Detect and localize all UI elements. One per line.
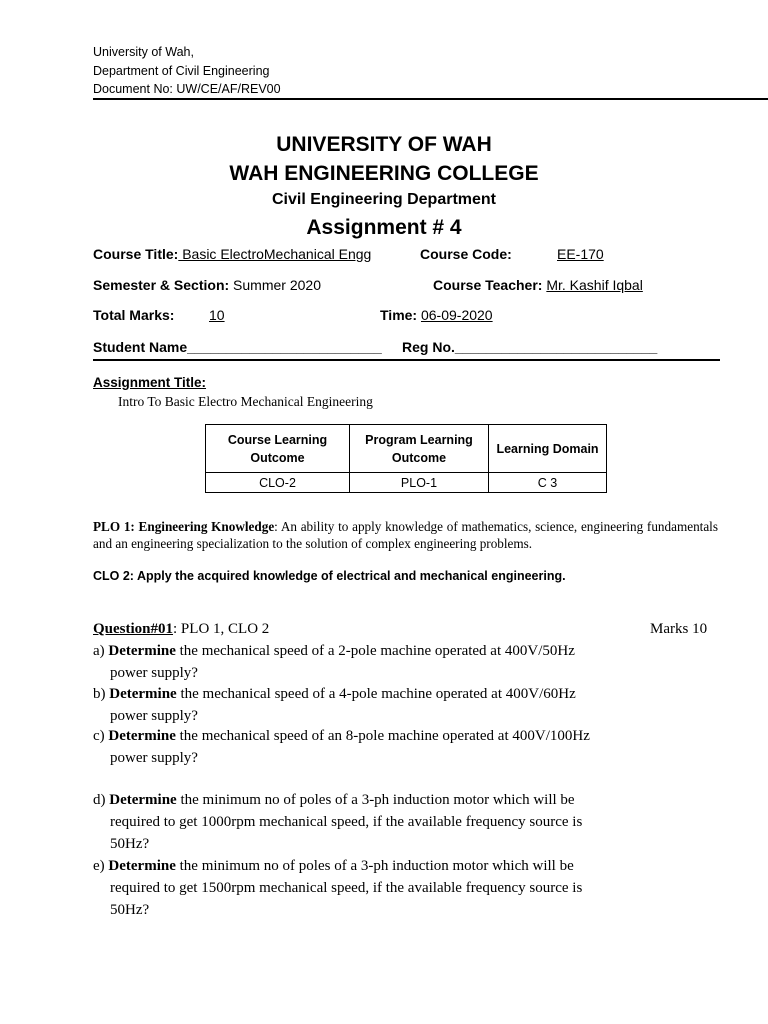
question-item-c [93,725,693,769]
time-value: 06-09-2020 [420,307,493,323]
item-verb: Determine [108,643,176,659]
header-divider [93,98,768,100]
semester-value: Summer 2020 [229,277,321,293]
outcomes-table-header-row [206,425,607,473]
plo-description [93,518,718,552]
outcomes-table-row [206,473,607,493]
clo-label: CLO 2: Apply the [93,569,194,583]
course-code-value: EE-170 [557,246,604,262]
item-text: the minimum no of poles of a 3-ph induction motor which will be [176,792,575,808]
total-marks-value-wrap [209,307,225,323]
item-text-continued: required to get 1500rpm mechanical speed, if the available frequency source is [110,880,583,896]
cell-clo: CLO-2 [206,473,350,493]
item-text-continued: required to get 1000rpm mechanical speed, if the available frequency source is [110,814,583,830]
item-prefix: b) [93,686,110,702]
semester-field [93,277,321,293]
item-verb: Determine [109,686,177,702]
header-document-no: Document No: UW/CE/AF/REV00 [93,82,281,96]
item-text: the mechanical speed of an 8-pole machine operated at 400V/100Hz [175,728,590,744]
total-marks-label-wrap [93,307,174,323]
question-heading [93,621,269,638]
clo-description [93,569,566,583]
item-verb: Determine [108,728,176,744]
cell-domain: C 3 [489,473,607,493]
item-text: the mechanical speed of a 4-pole machine operated at 400V/60Hz [176,686,576,702]
header-course-learning-outcome: Course Learning Outcome [206,425,350,473]
question-label: Question#01 [93,621,174,637]
question-item-b [93,683,693,727]
course-title-field [93,246,371,262]
info-divider [93,359,720,361]
item-text: the mechanical speed of a 2-pole machine operated at 400V/50Hz [175,643,575,659]
plo-label: PLO 1: Engineering Knowledge [93,519,275,534]
plo-text: : An ability to apply knowledge of mathematics, science, engineering fundamentals and an engineering specialization to the solution of complex engineering problems. [93,519,718,551]
department-title: Civil Engineering Department [271,191,497,208]
teacher-value: Mr. Kashif Iqbal [546,277,643,293]
course-title-label: Course Title: [93,246,179,262]
question-item-d [93,789,693,855]
item-text-continued: power supply? [110,665,198,681]
item-prefix: a) [93,643,109,659]
course-title-value: Basic ElectroMechanical Engg [178,246,372,262]
course-code-label: Course Code: [420,246,512,262]
total-marks-value: 10 [209,307,225,323]
student-name-field: Student Name_________________________ [93,339,382,355]
item-verb: Determine [109,792,177,808]
cell-plo: PLO-1 [350,473,489,493]
university-title: UNIVERSITY OF WAH [276,133,492,156]
item-text-continued: power supply? [110,708,198,724]
assignment-title-label: Assignment Title: [93,375,207,390]
question-item-a [93,640,693,684]
item-verb: Determine [108,858,176,874]
reg-no-field: Reg No.__________________________ [402,339,658,355]
clo-text: acquired knowledge of electrical and mechanical engineering. [193,569,566,583]
college-title: WAH ENGINEERING COLLEGE [229,162,539,185]
course-code-field [420,246,512,262]
outcomes-table [205,424,607,493]
teacher-label: Course Teacher: [433,277,543,293]
teacher-field [433,277,643,293]
time-field [380,307,493,323]
course-code-value-wrap [557,246,604,262]
header-department: Department of Civil Engineering [93,64,270,78]
item-prefix: d) [93,792,110,808]
item-text: the minimum no of poles of a 3-ph induction motor which will be [175,858,574,874]
question-mapping: : PLO 1, CLO 2 [173,621,270,637]
item-text-continued: power supply? [110,750,198,766]
semester-label: Semester & Section: [93,277,230,293]
item-text-continued-2: 50Hz? [110,902,150,918]
item-prefix: e) [93,858,109,874]
question-item-e [93,855,693,921]
time-label: Time: [380,307,418,323]
assignment-title-value: Intro To Basic Electro Mechanical Engineering [118,394,373,409]
header-university: University of Wah, [93,45,194,59]
question-marks: Marks 10 [650,621,708,637]
item-prefix: c) [93,728,109,744]
total-marks-label: Total Marks: [93,307,175,323]
item-text-continued-2: 50Hz? [110,836,150,852]
header-learning-domain: Learning Domain [489,425,607,473]
assignment-title-heading: Assignment # 4 [306,216,462,239]
header-program-learning-outcome: Program Learning Outcome [350,425,489,473]
